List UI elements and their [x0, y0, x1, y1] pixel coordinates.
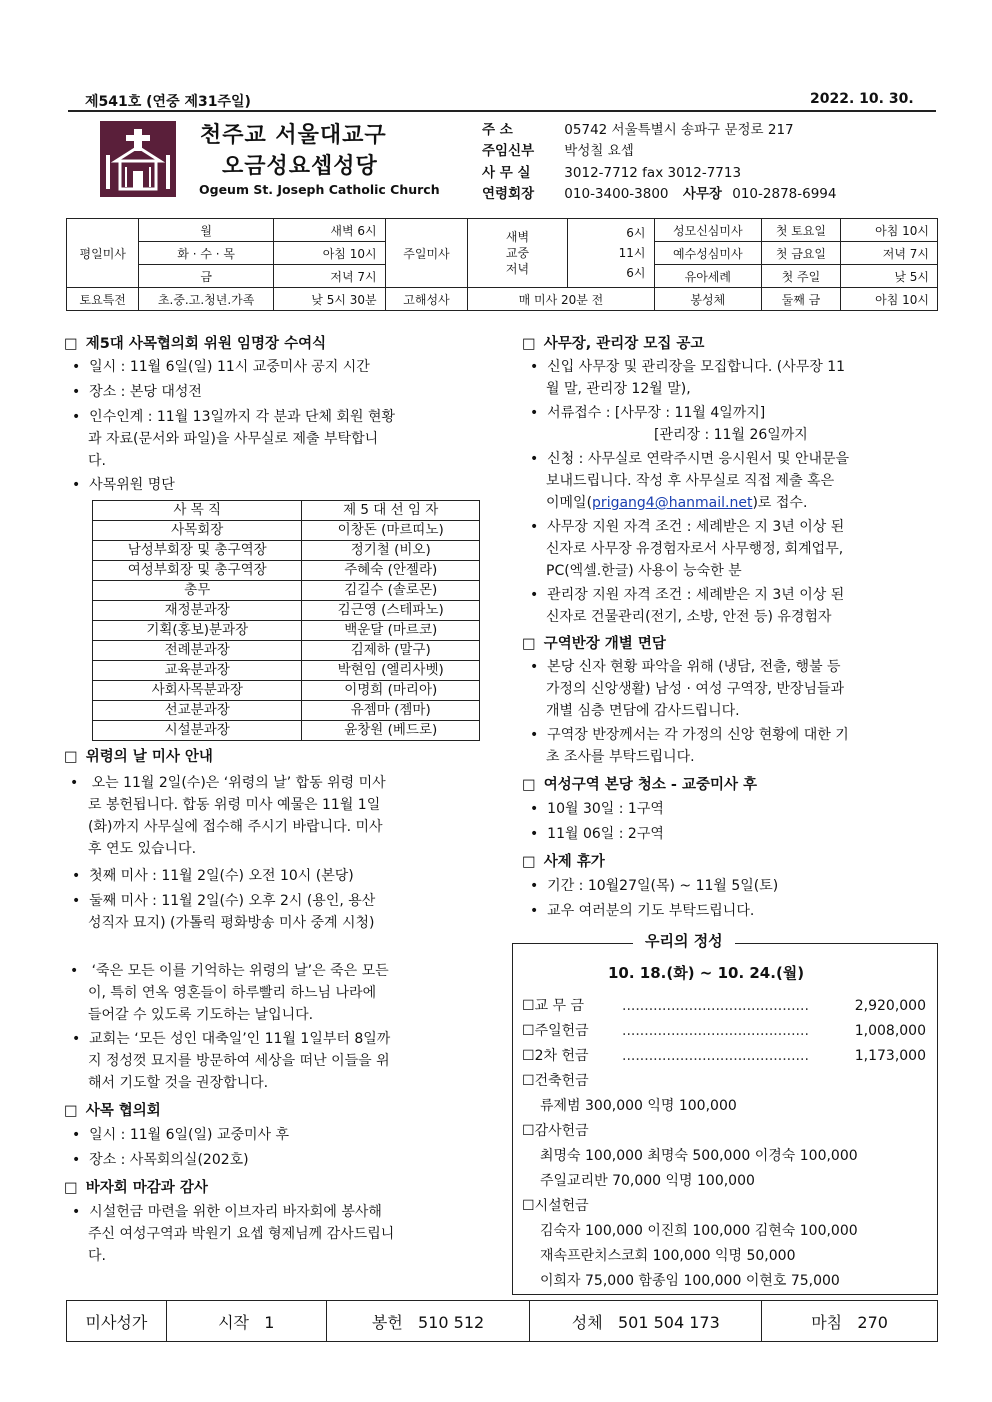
cleaning-item-2: • 11월 06일 : 2구역	[530, 826, 664, 842]
pastor-value: 박성칠 요셉	[564, 143, 634, 159]
thanks-offering-label	[522, 1120, 589, 1142]
checkbox-icon: ☐	[522, 1123, 535, 1139]
sunday-main-time: 11시	[618, 246, 646, 260]
building-offering-label	[522, 1070, 589, 1092]
memorial-line-2: 로 봉헌됩니다. 합동 위령 미사 예물은 11월 1일	[88, 797, 381, 813]
memorial-line-1: • 오는 11월 2일(수)은 ‘위령의 날’ 합동 위령 미사	[70, 775, 386, 791]
committee-member: 김길수 (솔로몬)	[302, 581, 480, 601]
item-text: 인수인계 : 11월 13일까지 각 분과 단체 회원 현황	[89, 409, 396, 425]
committee-row	[93, 621, 480, 641]
special-mass-4: 봉성체	[654, 288, 762, 311]
memorial-line-8: • ‘죽은 모든 이를 기억하는 위령의 날’은 죽은 모든	[70, 963, 389, 979]
contact-row	[482, 182, 836, 202]
committee-role: 선교분과장	[93, 701, 302, 721]
address-row	[482, 118, 794, 138]
committee-row	[93, 701, 480, 721]
sunday-dawn-label: 새벽	[505, 230, 530, 244]
clerk-label: 사무장	[682, 186, 722, 202]
label-text: 감사헌금	[534, 1123, 589, 1139]
bazaar-line-3: 다.	[88, 1248, 106, 1264]
mass-schedule-table	[66, 218, 938, 311]
offering-label: 교 무 금	[534, 998, 585, 1014]
memorial-line-10: 들어갈 수 있도록 기도하는 날입니다.	[88, 1007, 314, 1023]
vacation-item-2: • 교우 여러분의 기도 부탁드립니다.	[530, 903, 755, 919]
saturday-time: 낮 5시 30분	[273, 288, 385, 311]
saturday-label: 토요특전	[67, 288, 139, 311]
committee-role: 총무	[93, 581, 302, 601]
appointment-item-3-cont: 과 자료(문서와 파일)을 사무실로 제출 부탁합니	[88, 431, 379, 447]
header-divider	[68, 110, 936, 112]
offering-period: 10. 18.(화) ~ 10. 24.(월)	[608, 964, 805, 982]
pastor-row	[482, 139, 634, 159]
recruit-line-5: • 신청 : 사무실로 연락주시면 응시원서 및 안내문을	[530, 451, 850, 467]
committee-role: 시설분과장	[93, 721, 302, 741]
section-title-text: 사목 협의회	[85, 1103, 161, 1119]
special-mass-2: 예수성심미사	[654, 242, 762, 265]
line-text: 이메일(	[546, 495, 593, 511]
bazaar-line-2: 주신 여성구역과 박원기 요셉 형제님께 감사드립니	[88, 1226, 395, 1242]
line-text: 시설헌금 마련을 위한 이브자리 바자회에 봉사해	[89, 1204, 382, 1220]
confession-time: 매 미사 20분 전	[468, 288, 654, 311]
section-interview-title: □ 구역반장 개별 면담	[522, 636, 666, 652]
recruit-line-9: 신자로 사무장 유경험자로서 사무행정, 회계업무,	[546, 541, 844, 557]
committee-row	[93, 581, 480, 601]
issue-number: 제541호 (연중 제31주일)	[85, 94, 251, 110]
parish-title: 오금성요셉성당	[222, 154, 378, 179]
hymn-closing	[762, 1301, 938, 1342]
section-vacation-title: □ 사제 휴가	[522, 854, 605, 870]
saturday-target: 초.중.고.청년.가족	[139, 288, 273, 311]
section-title-text: 제5대 사목협의회 위원 임명장 수여식	[85, 336, 327, 352]
section-council-title: □ 사목 협의회	[64, 1103, 161, 1119]
section-title-text: 여성구역 본당 청소 - 교중미사 후	[543, 777, 758, 793]
line-text: 본당 신자 현황 파악을 위해 (냉담, 전출, 행불 등	[547, 659, 841, 675]
interview-line-1: • 본당 신자 현황 파악을 위해 (냉담, 전출, 행불 등	[530, 659, 841, 675]
label-text: 시설헌금	[534, 1198, 589, 1214]
interview-line-5: 초 조사를 부탁드립니다.	[546, 749, 695, 765]
offering-amount: 1,173,000	[854, 1048, 926, 1064]
committee-table	[92, 500, 480, 741]
item-text: 11월 06일 : 2구역	[547, 826, 664, 842]
committee-row	[93, 561, 480, 581]
hymn-offer-label: 봉헌	[371, 1312, 403, 1332]
item-text: 10월 30일 : 1구역	[547, 801, 664, 817]
committee-row	[93, 661, 480, 681]
checkbox-icon: ☐	[522, 998, 535, 1014]
appointment-item-1: • 일시 : 11월 6일(일) 11시 교중미사 공지 시간	[72, 359, 370, 375]
facility-offering-label	[522, 1195, 589, 1217]
church-logo-icon	[100, 121, 176, 197]
special-mass-4-day: 둘째 금	[762, 288, 841, 311]
committee-row	[93, 521, 480, 541]
office-label: 사 무 실	[482, 165, 531, 181]
hymn-end-number: 270	[857, 1312, 888, 1332]
facility-offering-line-1: 김숙자 100,000 이진희 100,000 김현숙 100,000	[540, 1223, 858, 1239]
committee-member: 정기철 (비오)	[302, 541, 480, 561]
memorial-line-11: • 교회는 ‘모든 성인 대축일’인 11월 1일부터 8일까	[72, 1031, 391, 1047]
line-text: 구역장 반장께서는 각 가정의 신앙 현황에 대한 기	[547, 727, 849, 743]
committee-role: 전례분과장	[93, 641, 302, 661]
president-phone: 010-3400-3800	[564, 186, 669, 202]
sunday-main-label: 교중	[505, 246, 530, 260]
building-offering-line: 류제범 300,000 익명 100,000	[540, 1098, 737, 1114]
confession-label: 고해성사	[385, 288, 468, 311]
cleaning-item-1: • 10월 30일 : 1구역	[530, 801, 664, 817]
sunday-mass-names	[468, 219, 567, 288]
section-memorial-title: □ 위령의 날 미사 안내	[64, 749, 213, 765]
tue-wed-thu-time: 아침 10시	[273, 242, 385, 265]
committee-row	[93, 641, 480, 661]
parish-title-en: Ogeum St. Joseph Catholic Church	[199, 182, 440, 197]
committee-role: 재정분과장	[93, 601, 302, 621]
thanks-offering-line-1: 최명숙 100,000 최명숙 500,000 이경숙 100,000	[540, 1148, 858, 1164]
item-text: 기간 : 10월27일(목) ~ 11월 5일(토)	[547, 878, 779, 894]
committee-member: 이창돈 (마르띠노)	[302, 521, 480, 541]
facility-offering-line-2: 재속프란치스코회 100,000 익명 50,000	[540, 1248, 796, 1264]
recruit-line-2: 월 말, 관리장 12월 말),	[546, 381, 691, 397]
section-title-text: 사제 휴가	[543, 854, 605, 870]
line-text: 신입 사무장 및 관리장을 모집합니다. (사무장 11	[547, 359, 846, 375]
hymn-comm-label: 성체	[571, 1312, 603, 1332]
item-text: 교우 여러분의 기도 부탁드립니다.	[547, 903, 755, 919]
line-text: 둘째 미사 : 11월 2일(수) 오후 2시 (용인, 용산	[89, 893, 376, 909]
memorial-line-3: (화)까지 사무실에 접수해 주시기 바랍니다. 미사	[88, 819, 383, 835]
item-text: 사목위원 명단	[89, 477, 175, 493]
committee-role: 남성부회장 및 총구역장	[93, 541, 302, 561]
facility-offering-line-3: 이희자 75,000 함종임 100,000 이현호 75,000	[540, 1273, 840, 1289]
recruit-line-7	[546, 492, 807, 514]
line-text: 교회는 ‘모든 성인 대축일’인 11월 1일부터 8일까	[89, 1031, 391, 1047]
item-text: 장소 : 사목회의실(202호)	[89, 1152, 249, 1168]
bazaar-line-1: • 시설헌금 마련을 위한 이브자리 바자회에 봉사해	[72, 1204, 382, 1220]
thanks-offering-line-2: 주일교리반 70,000 익명 100,000	[540, 1173, 755, 1189]
section-recruit-title: □ 사무장, 관리장 모집 공고	[522, 336, 705, 352]
committee-member: 김제하 (말구)	[302, 641, 480, 661]
monday-label: 월	[139, 219, 273, 242]
appointment-item-3-cont2: 다.	[88, 453, 106, 469]
item-text: 일시 : 11월 6일(일) 11시 교중미사 공지 시간	[89, 359, 370, 375]
recruit-line-8: • 사무장 지원 자격 조건 : 세례받은 지 3년 이상 된	[530, 519, 845, 535]
special-mass-4-time: 아침 10시	[840, 288, 937, 311]
section-cleaning-title: □ 여성구역 본당 청소 - 교중미사 후	[522, 777, 758, 793]
section-appointment-title: □ 제5대 사목협의회 위원 임명장 수여식	[64, 336, 327, 352]
dot-leader: ..........................................	[622, 1048, 809, 1064]
special-mass-3-time: 낮 5시	[840, 265, 937, 288]
special-mass-3: 유아세례	[654, 265, 762, 288]
checkbox-icon: ☐	[522, 1048, 535, 1064]
sunday-evening-label: 저녁	[505, 262, 530, 276]
committee-member: 제 5 대 선 임 자	[302, 501, 480, 521]
line-text: 사무장 지원 자격 조건 : 세례받은 지 3년 이상 된	[547, 519, 845, 535]
committee-member: 백운달 (마르코)	[302, 621, 480, 641]
line-text: )로 접수.	[752, 495, 808, 511]
hymn-start	[166, 1301, 326, 1342]
line-text: ‘죽은 모든 이를 기억하는 위령의 날’은 죽은 모든	[91, 963, 389, 979]
committee-row	[93, 541, 480, 561]
special-mass-1-day: 첫 토요일	[762, 219, 841, 242]
recruit-line-1: • 신입 사무장 및 관리장을 모집합니다. (사무장 11	[530, 359, 846, 375]
memorial-line-13: 해서 기도할 것을 권장합니다.	[88, 1075, 269, 1091]
appointment-item-4: • 사목위원 명단	[72, 477, 175, 493]
interview-line-2: 가정의 신앙생활) 남성 · 여성 구역장, 반장님들과	[546, 681, 845, 697]
committee-member: 유젬마 (젬마)	[302, 701, 480, 721]
sunday-mass-times	[567, 219, 654, 288]
hymn-start-number: 1	[264, 1312, 275, 1332]
email-link[interactable]: prigang4@hanmail.net	[592, 495, 753, 511]
monday-time: 새벽 6시	[273, 219, 385, 242]
special-mass-2-day: 첫 금요일	[762, 242, 841, 265]
council-item-1: • 일시 : 11월 6일(일) 교중미사 후	[72, 1127, 290, 1143]
section-title-text: 위령의 날 미사 안내	[85, 749, 213, 765]
offering-label: 2차 헌금	[534, 1048, 589, 1064]
checkbox-icon: ☐	[522, 1023, 535, 1039]
address-value: 05742 서울특별시 송파구 문정로 217	[564, 122, 794, 138]
section-title-text: 바자회 마감과 감사	[85, 1180, 208, 1196]
appointment-item-2: • 장소 : 본당 대성전	[72, 384, 202, 400]
offering-row	[522, 995, 926, 1017]
offering-row	[522, 1020, 926, 1042]
sunday-evening-time: 6시	[626, 266, 646, 280]
interview-line-4: • 구역장 반장께서는 각 가정의 신앙 현황에 대한 기	[530, 727, 849, 743]
committee-member: 주혜숙 (안젤라)	[302, 561, 480, 581]
offering-label: 주일헌금	[534, 1023, 589, 1039]
hymn-offer-number: 510 512	[418, 1312, 485, 1332]
issue-date: 2022. 10. 30.	[810, 91, 914, 107]
dot-leader: ..........................................	[622, 998, 809, 1014]
recruit-line-6: 보내드립니다. 작성 후 사무실로 직접 제출 혹은	[546, 473, 835, 489]
appointment-item-3: • 인수인계 : 11월 13일까지 각 분과 단체 회원 현황	[72, 409, 396, 425]
committee-role: 기획(홍보)분과장	[93, 621, 302, 641]
hymn-communion	[530, 1301, 762, 1342]
offering-title: 우리의 정성	[633, 930, 735, 951]
section-bazaar-title: □ 바자회 마감과 감사	[64, 1180, 208, 1196]
committee-row	[93, 721, 480, 741]
memorial-line-9: 이, 특히 연옥 영혼들이 하루빨리 하느님 나라에	[88, 985, 377, 1001]
weekday-mass-label: 평일미사	[67, 219, 139, 288]
line-text: 서류접수 : [사무장 : 11월 4일까지]	[547, 405, 766, 421]
special-mass-1: 성모신심미사	[654, 219, 762, 242]
memorial-line-4: 후 연도 있습니다.	[88, 841, 197, 857]
address-label: 주 소	[482, 122, 513, 138]
checkbox-icon: ☐	[522, 1198, 535, 1214]
office-value: 3012-7712 fax 3012-7713	[564, 165, 742, 181]
special-mass-3-day: 첫 주일	[762, 265, 841, 288]
memorial-second-mass-cont: 성직자 묘지) (가톨릭 평화방송 미사 중계 시청)	[88, 915, 375, 931]
committee-role: 교육분과장	[93, 661, 302, 681]
memorial-line-12: 지 정성껏 묘지를 방문하여 세상을 떠난 이들을 위	[88, 1053, 390, 1069]
recruit-line-4: [관리장 : 11월 26일까지	[654, 427, 808, 443]
recruit-line-11: • 관리장 지원 자격 조건 : 세례받은 지 3년 이상 된	[530, 587, 845, 603]
memorial-second-mass: • 둘째 미사 : 11월 2일(수) 오후 2시 (용인, 용산	[72, 893, 376, 909]
vacation-item-1: • 기간 : 10월27일(목) ~ 11월 5일(토)	[530, 878, 779, 894]
line-text: 첫째 미사 : 11월 2일(수) 오전 10시 (본당)	[89, 868, 354, 884]
president-label: 연령회장	[482, 186, 535, 202]
recruit-line-12: 신자로 건물관리(전기, 소방, 안전 등) 유경험자	[546, 609, 832, 625]
offering-amount: 1,008,000	[854, 1023, 926, 1039]
offering-amount: 2,920,000	[854, 998, 926, 1014]
line-text: 오는 11월 2일(수)은 ‘위령의 날’ 합동 위령 미사	[91, 775, 386, 791]
dot-leader: ..........................................	[622, 1023, 809, 1039]
item-text: 장소 : 본당 대성전	[89, 384, 202, 400]
memorial-first-mass: • 첫째 미사 : 11월 2일(수) 오전 10시 (본당)	[72, 868, 354, 884]
pastor-label: 주임신부	[482, 143, 535, 159]
committee-role: 사목회장	[93, 521, 302, 541]
clerk-phone: 010-2878-6994	[732, 186, 837, 202]
hymn-table	[66, 1300, 938, 1342]
hymn-label: 미사성가	[67, 1301, 167, 1342]
special-mass-2-time: 저녁 7시	[840, 242, 937, 265]
committee-member: 윤창원 (베드로)	[302, 721, 480, 741]
hymn-end-label: 마침	[811, 1312, 843, 1332]
committee-row	[93, 681, 480, 701]
offering-row	[522, 1045, 926, 1067]
sunday-dawn-time: 6시	[626, 226, 646, 240]
office-row	[482, 161, 741, 181]
committee-role: 사 목 직	[93, 501, 302, 521]
hymn-offertory	[326, 1301, 530, 1342]
committee-member: 김근영 (스테파노)	[302, 601, 480, 621]
committee-header-row	[93, 501, 480, 521]
recruit-line-3: • 서류접수 : [사무장 : 11월 4일까지]	[530, 405, 766, 421]
line-text: 관리장 지원 자격 조건 : 세례받은 지 3년 이상 된	[547, 587, 845, 603]
hymn-comm-number: 501 504 173	[617, 1312, 720, 1332]
section-title-text: 사무장, 관리장 모집 공고	[543, 336, 705, 352]
line-text: 신청 : 사무실로 연락주시면 응시원서 및 안내문을	[547, 451, 850, 467]
committee-member: 박현임 (엘리사벳)	[302, 661, 480, 681]
committee-role: 사회사목분과장	[93, 681, 302, 701]
item-text: 일시 : 11월 6일(일) 교중미사 후	[89, 1127, 290, 1143]
diocese-title: 천주교 서울대교구	[200, 123, 387, 148]
interview-line-3: 개별 심층 면담에 감사드립니다.	[546, 703, 740, 719]
sunday-mass-label: 주일미사	[385, 219, 468, 288]
committee-role: 여성부회장 및 총구역장	[93, 561, 302, 581]
recruit-line-10: PC(엑셀.한글) 사용이 능숙한 분	[546, 563, 742, 579]
section-title-text: 구역반장 개별 면담	[543, 636, 666, 652]
committee-row	[93, 601, 480, 621]
special-mass-1-time: 아침 10시	[840, 219, 937, 242]
council-item-2: • 장소 : 사목회의실(202호)	[72, 1152, 249, 1168]
hymn-start-label: 시작	[218, 1312, 249, 1332]
friday-time: 저녁 7시	[273, 265, 385, 288]
committee-member: 이명희 (마리아)	[302, 681, 480, 701]
friday-label: 금	[139, 265, 273, 288]
label-text: 건축헌금	[534, 1073, 589, 1089]
tue-wed-thu-label: 화 · 수 · 목	[139, 242, 273, 265]
checkbox-icon: ☐	[522, 1073, 535, 1089]
